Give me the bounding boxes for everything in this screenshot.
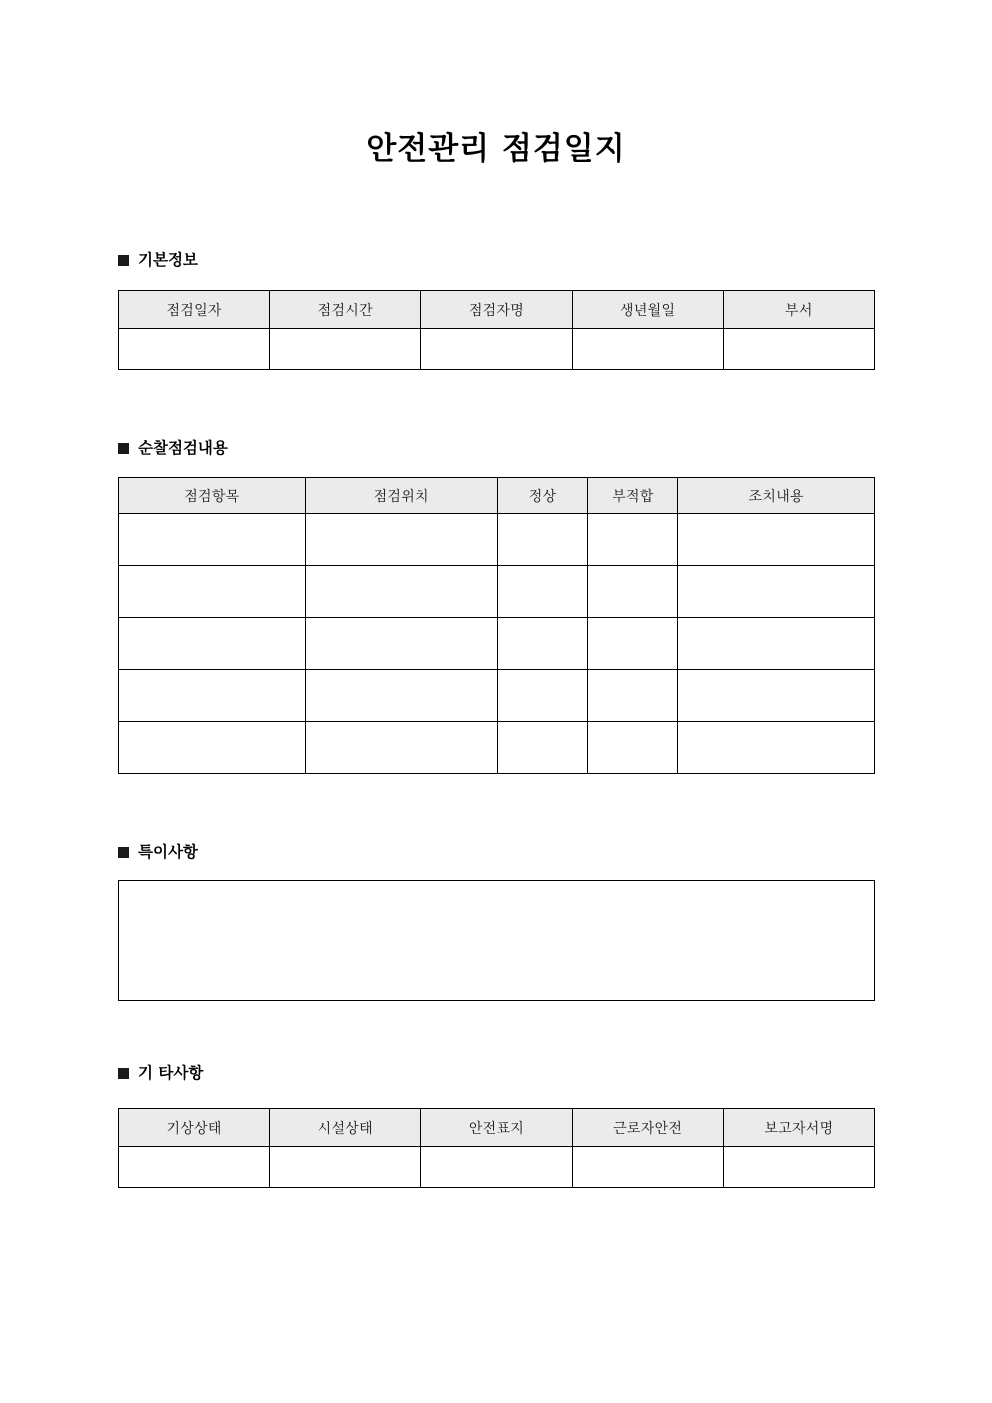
nonconforming-input[interactable] — [588, 722, 677, 773]
other-matters-table — [118, 1108, 875, 1188]
column-header-inspection-item: 점검항목 — [119, 478, 306, 514]
cell-action-taken[interactable] — [678, 722, 875, 774]
cell-facility-condition[interactable] — [270, 1147, 421, 1188]
cell-inspection-item[interactable] — [119, 514, 306, 566]
cell-inspection-item[interactable] — [119, 566, 306, 618]
section-heading-basic-info — [118, 253, 198, 269]
table-row — [119, 670, 875, 722]
cell-inspection-item[interactable] — [119, 670, 306, 722]
cell-inspection-item[interactable] — [119, 722, 306, 774]
special-notes-box[interactable] — [118, 880, 875, 1001]
cell-nonconforming[interactable] — [588, 514, 678, 566]
cell-inspection-time[interactable] — [270, 329, 421, 370]
inspection-item-input[interactable] — [119, 566, 305, 617]
column-header-inspection-date: 점검일자 — [119, 291, 270, 329]
inspection-location-input[interactable] — [306, 670, 497, 721]
inspection-location-input[interactable] — [306, 514, 497, 565]
column-header-worker-safety: 근로자안전 — [572, 1109, 723, 1147]
cell-inspection-location[interactable] — [305, 514, 497, 566]
normal-input[interactable] — [498, 670, 588, 721]
worker-safety-input[interactable] — [573, 1147, 723, 1187]
column-header-inspection-location: 점검위치 — [305, 478, 497, 514]
table-row — [119, 329, 875, 370]
column-header-safety-signage: 안전표지 — [421, 1109, 572, 1147]
page-title: 안전관리 점검일지 — [366, 131, 626, 167]
patrol-inspection-table — [118, 477, 875, 774]
column-header-department: 부서 — [723, 291, 874, 329]
section-heading-label: 순찰점검내용 — [138, 439, 228, 457]
table-row — [119, 566, 875, 618]
normal-input[interactable] — [498, 722, 588, 773]
cell-nonconforming[interactable] — [588, 566, 678, 618]
normal-input[interactable] — [498, 566, 588, 617]
column-header-reporter-signature: 보고자서명 — [723, 1109, 874, 1147]
square-bullet-icon — [118, 847, 129, 858]
cell-normal[interactable] — [497, 514, 588, 566]
section-heading-special-notes — [118, 845, 198, 861]
action-taken-input[interactable] — [678, 514, 874, 565]
cell-action-taken[interactable] — [678, 670, 875, 722]
weather-condition-input[interactable] — [119, 1147, 269, 1187]
square-bullet-icon — [118, 1068, 129, 1079]
cell-action-taken[interactable] — [678, 514, 875, 566]
column-header-action-taken: 조치내용 — [678, 478, 875, 514]
table-header-row — [119, 478, 875, 514]
table-row — [119, 1147, 875, 1188]
cell-inspector-name[interactable] — [421, 329, 572, 370]
cell-normal[interactable] — [497, 566, 588, 618]
cell-inspection-location[interactable] — [305, 722, 497, 774]
action-taken-input[interactable] — [678, 566, 874, 617]
cell-normal[interactable] — [497, 722, 588, 774]
cell-normal[interactable] — [497, 618, 588, 670]
normal-input[interactable] — [498, 618, 588, 669]
birth-date-input[interactable] — [573, 329, 723, 369]
cell-inspection-location[interactable] — [305, 566, 497, 618]
cell-action-taken[interactable] — [678, 618, 875, 670]
section-heading-label: 기본정보 — [138, 251, 198, 269]
cell-weather-condition[interactable] — [119, 1147, 270, 1188]
inspection-item-input[interactable] — [119, 670, 305, 721]
table-header-row — [119, 1109, 875, 1147]
square-bullet-icon — [118, 255, 129, 266]
column-header-nonconforming: 부적합 — [588, 478, 678, 514]
section-heading-label: 특이사항 — [138, 843, 198, 861]
column-header-inspector-name: 점검자명 — [421, 291, 572, 329]
action-taken-input[interactable] — [678, 670, 874, 721]
safety-signage-input[interactable] — [421, 1147, 571, 1187]
inspection-date-input[interactable] — [119, 329, 269, 369]
column-header-facility-condition: 시설상태 — [270, 1109, 421, 1147]
normal-input[interactable] — [498, 514, 588, 565]
cell-birth-date[interactable] — [572, 329, 723, 370]
cell-normal[interactable] — [497, 670, 588, 722]
cell-reporter-signature[interactable] — [723, 1147, 874, 1188]
table-row — [119, 514, 875, 566]
special-notes-input[interactable] — [119, 881, 874, 1000]
inspector-name-input[interactable] — [421, 329, 571, 369]
table-row — [119, 618, 875, 670]
cell-nonconforming[interactable] — [588, 722, 678, 774]
cell-inspection-location[interactable] — [305, 670, 497, 722]
inspection-time-input[interactable] — [270, 329, 420, 369]
cell-department[interactable] — [723, 329, 874, 370]
nonconforming-input[interactable] — [588, 670, 677, 721]
column-header-normal: 정상 — [497, 478, 588, 514]
basic-info-table — [118, 290, 875, 370]
facility-condition-input[interactable] — [270, 1147, 420, 1187]
cell-inspection-location[interactable] — [305, 618, 497, 670]
cell-worker-safety[interactable] — [572, 1147, 723, 1188]
inspection-item-input[interactable] — [119, 514, 305, 565]
reporter-signature-input[interactable] — [724, 1147, 874, 1187]
section-heading-patrol-inspection — [118, 441, 228, 457]
section-heading-label: 기 타사항 — [138, 1064, 204, 1082]
cell-action-taken[interactable] — [678, 566, 875, 618]
nonconforming-input[interactable] — [588, 566, 677, 617]
inspection-location-input[interactable] — [306, 566, 497, 617]
square-bullet-icon — [118, 443, 129, 454]
column-header-birth-date: 생년월일 — [572, 291, 723, 329]
cell-inspection-item[interactable] — [119, 618, 306, 670]
inspection-location-input[interactable] — [306, 618, 497, 669]
action-taken-input[interactable] — [678, 722, 874, 773]
inspection-item-input[interactable] — [119, 618, 305, 669]
table-row — [119, 722, 875, 774]
table-header-row — [119, 291, 875, 329]
column-header-inspection-time: 점검시간 — [270, 291, 421, 329]
column-header-weather-condition: 기상상태 — [119, 1109, 270, 1147]
action-taken-input[interactable] — [678, 618, 874, 669]
inspection-item-input[interactable] — [119, 722, 305, 773]
department-input[interactable] — [724, 329, 874, 369]
cell-nonconforming[interactable] — [588, 670, 678, 722]
inspection-location-input[interactable] — [306, 722, 497, 773]
cell-safety-signage[interactable] — [421, 1147, 572, 1188]
cell-nonconforming[interactable] — [588, 618, 678, 670]
section-heading-other-matters — [118, 1066, 203, 1082]
cell-inspection-date[interactable] — [119, 329, 270, 370]
nonconforming-input[interactable] — [588, 618, 677, 669]
nonconforming-input[interactable] — [588, 514, 677, 565]
